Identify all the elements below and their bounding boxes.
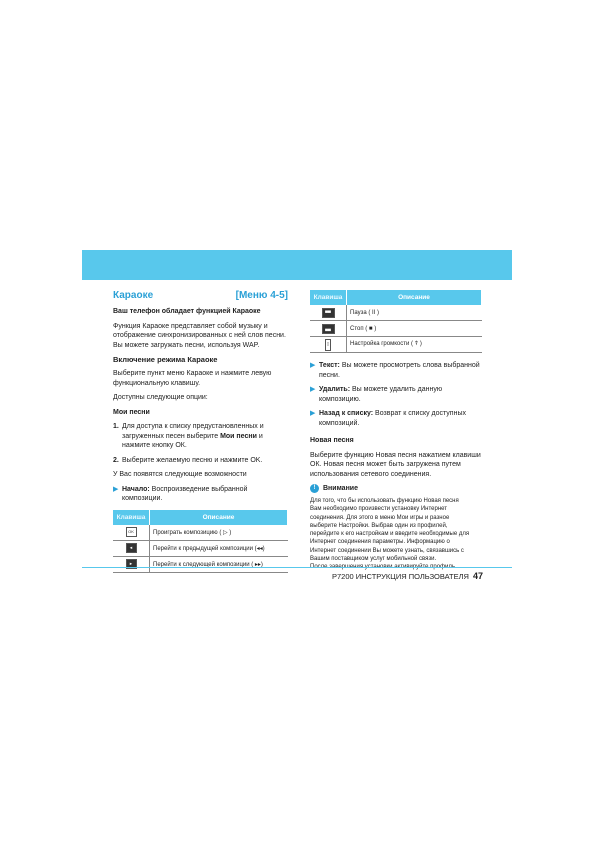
step-2 bbox=[113, 456, 288, 466]
step-1-post: и нажмите кнопку ОК. bbox=[122, 432, 263, 449]
step-1 bbox=[113, 422, 288, 451]
warning-text bbox=[310, 497, 482, 572]
section-title bbox=[113, 290, 288, 301]
warning-line: Интернет соединения параметры. Информацию о bbox=[310, 539, 450, 546]
warning-line: соединения. Для этого в меню Мои игры и разное bbox=[310, 514, 450, 521]
right-nav-key-icon: ► bbox=[126, 559, 137, 569]
bullet-text: Вы можете удалить данную композицию. bbox=[319, 386, 443, 403]
table-cell-description: Проиграть композицию ( ▷ ) bbox=[150, 525, 288, 541]
options-text: Доступны следующие опции: bbox=[113, 394, 208, 401]
bullet-arrow-icon: ▶ bbox=[310, 410, 316, 417]
menu-reference: [Меню 4-5] bbox=[235, 290, 288, 301]
table-row bbox=[113, 540, 288, 556]
enable-text: Выберите пункт меню Караоке и нажмите левую функциональную клавишу. bbox=[113, 370, 272, 387]
possibilities-text: У Вас появятся следующие возможности bbox=[113, 471, 247, 478]
warning-line: перейдите к его настройкам и введите необходимые для bbox=[310, 531, 470, 538]
ok-key-icon: OK bbox=[126, 527, 137, 537]
key-column-header: Клавиша bbox=[113, 510, 150, 525]
info-icon: ! bbox=[310, 484, 319, 493]
step-2-number: 2. bbox=[113, 456, 119, 464]
table-row bbox=[310, 305, 482, 321]
step-2-text: Выберите желаемую песню и нажмите OK. bbox=[122, 456, 263, 464]
description-column-header: Описание bbox=[150, 510, 288, 525]
table-header-row bbox=[113, 510, 288, 525]
new-song-heading: Новая песня bbox=[310, 437, 354, 444]
left-nav-key-icon: ◄ bbox=[126, 543, 137, 553]
warning-line: Вам необходимо произвести установку Интернет bbox=[310, 506, 448, 513]
table-cell-description: Стоп ( ■ ) bbox=[347, 321, 482, 337]
start-bullet bbox=[113, 485, 288, 504]
key-column-header: Клавиша bbox=[310, 290, 347, 305]
step-1-number: 1. bbox=[113, 423, 119, 430]
table-row bbox=[113, 556, 288, 572]
table-row bbox=[310, 337, 482, 353]
intro-heading: Ваш телефон обладает функцией Караоке bbox=[113, 308, 261, 315]
bullet-text: Возврат к списку доступных композиций. bbox=[319, 410, 466, 427]
new-song-text: Выберите функцию Новая песня нажатием клавиши ОК. Новая песня может быть загружена путем использования сетевого соединения. bbox=[310, 451, 481, 478]
table-cell-description: Пауза ( II ) bbox=[347, 305, 482, 321]
description-column-header: Описание bbox=[347, 290, 482, 305]
footer-divider bbox=[82, 567, 512, 568]
start-text: Воспроизведение выбранной композиции. bbox=[122, 485, 248, 502]
warning-line: Вашим поставщиком услуг мобильной связи. bbox=[310, 556, 437, 563]
right-key-table bbox=[310, 290, 482, 353]
left-column bbox=[113, 290, 288, 573]
bullet-text-option bbox=[310, 361, 482, 380]
bullet-bold: Назад к списку: bbox=[319, 410, 374, 417]
start-bullet-text bbox=[122, 485, 288, 504]
table-row bbox=[113, 525, 288, 541]
step-1-text bbox=[122, 422, 288, 451]
section-title-text: Караоке bbox=[113, 290, 154, 301]
enable-heading: Включение режима Караоке bbox=[113, 355, 218, 364]
bullet-content bbox=[319, 409, 482, 428]
left-key-table bbox=[113, 510, 288, 573]
bullet-back-option bbox=[310, 409, 482, 428]
warning-header bbox=[310, 484, 482, 493]
up-nav-key-icon: ▀▀ bbox=[322, 308, 335, 318]
table-row bbox=[310, 321, 482, 337]
bullet-arrow-icon: ▶ bbox=[310, 386, 316, 393]
right-column bbox=[310, 290, 482, 572]
footer-label: P7200 ИНСТРУКЦИЯ ПОЛЬЗОВАТЕЛЯ bbox=[331, 572, 469, 581]
bullet-delete-option bbox=[310, 385, 482, 404]
down-nav-key-icon: ▄▄ bbox=[322, 324, 335, 334]
table-cell-description: Перейти к следующей композиции ( ▸▸) bbox=[150, 556, 288, 572]
bullet-arrow-icon: ▶ bbox=[113, 485, 119, 493]
bullet-content bbox=[319, 361, 482, 380]
my-songs-heading: Мои песни bbox=[113, 408, 150, 416]
warning-line: выберите Настройки. Выбрав один из профилей, bbox=[310, 522, 448, 529]
warning-label: Внимание bbox=[323, 485, 358, 492]
bullet-bold: Удалить: bbox=[319, 386, 351, 393]
side-volume-key-icon: ▯ bbox=[325, 339, 331, 351]
header-band bbox=[82, 250, 512, 280]
bullet-text: Вы можете просмотреть слова выбранной песни. bbox=[319, 362, 480, 379]
table-cell-description: Настройка громкости ( ⍒ ) bbox=[347, 337, 482, 353]
step-1-bold: Мои песни bbox=[220, 432, 257, 440]
page-number: 47 bbox=[472, 571, 483, 581]
step-1-pre: Для доступа к списку предустановленных и загруженных песен выберите bbox=[122, 423, 264, 440]
start-bold: Начало: bbox=[122, 485, 150, 493]
table-header-row bbox=[310, 290, 482, 305]
bullet-bold: Текст: bbox=[319, 362, 340, 369]
bullet-content bbox=[319, 385, 482, 404]
page-footer bbox=[332, 571, 483, 581]
warning-line: Для того, что бы использовать функцию Новая песня bbox=[310, 498, 459, 504]
bullet-arrow-icon: ▶ bbox=[310, 362, 316, 369]
intro-text: Функция Караоке представляет собой музыку и отображение синхронизированных с ней слов песни. Вы можете загружать песни, используя WAP. bbox=[113, 322, 286, 349]
table-cell-description: Перейти к предыдущей композиции (◂◂) bbox=[150, 540, 288, 556]
warning-line: Интернет соединении Вы можете узнать, связавшись с bbox=[310, 547, 464, 554]
